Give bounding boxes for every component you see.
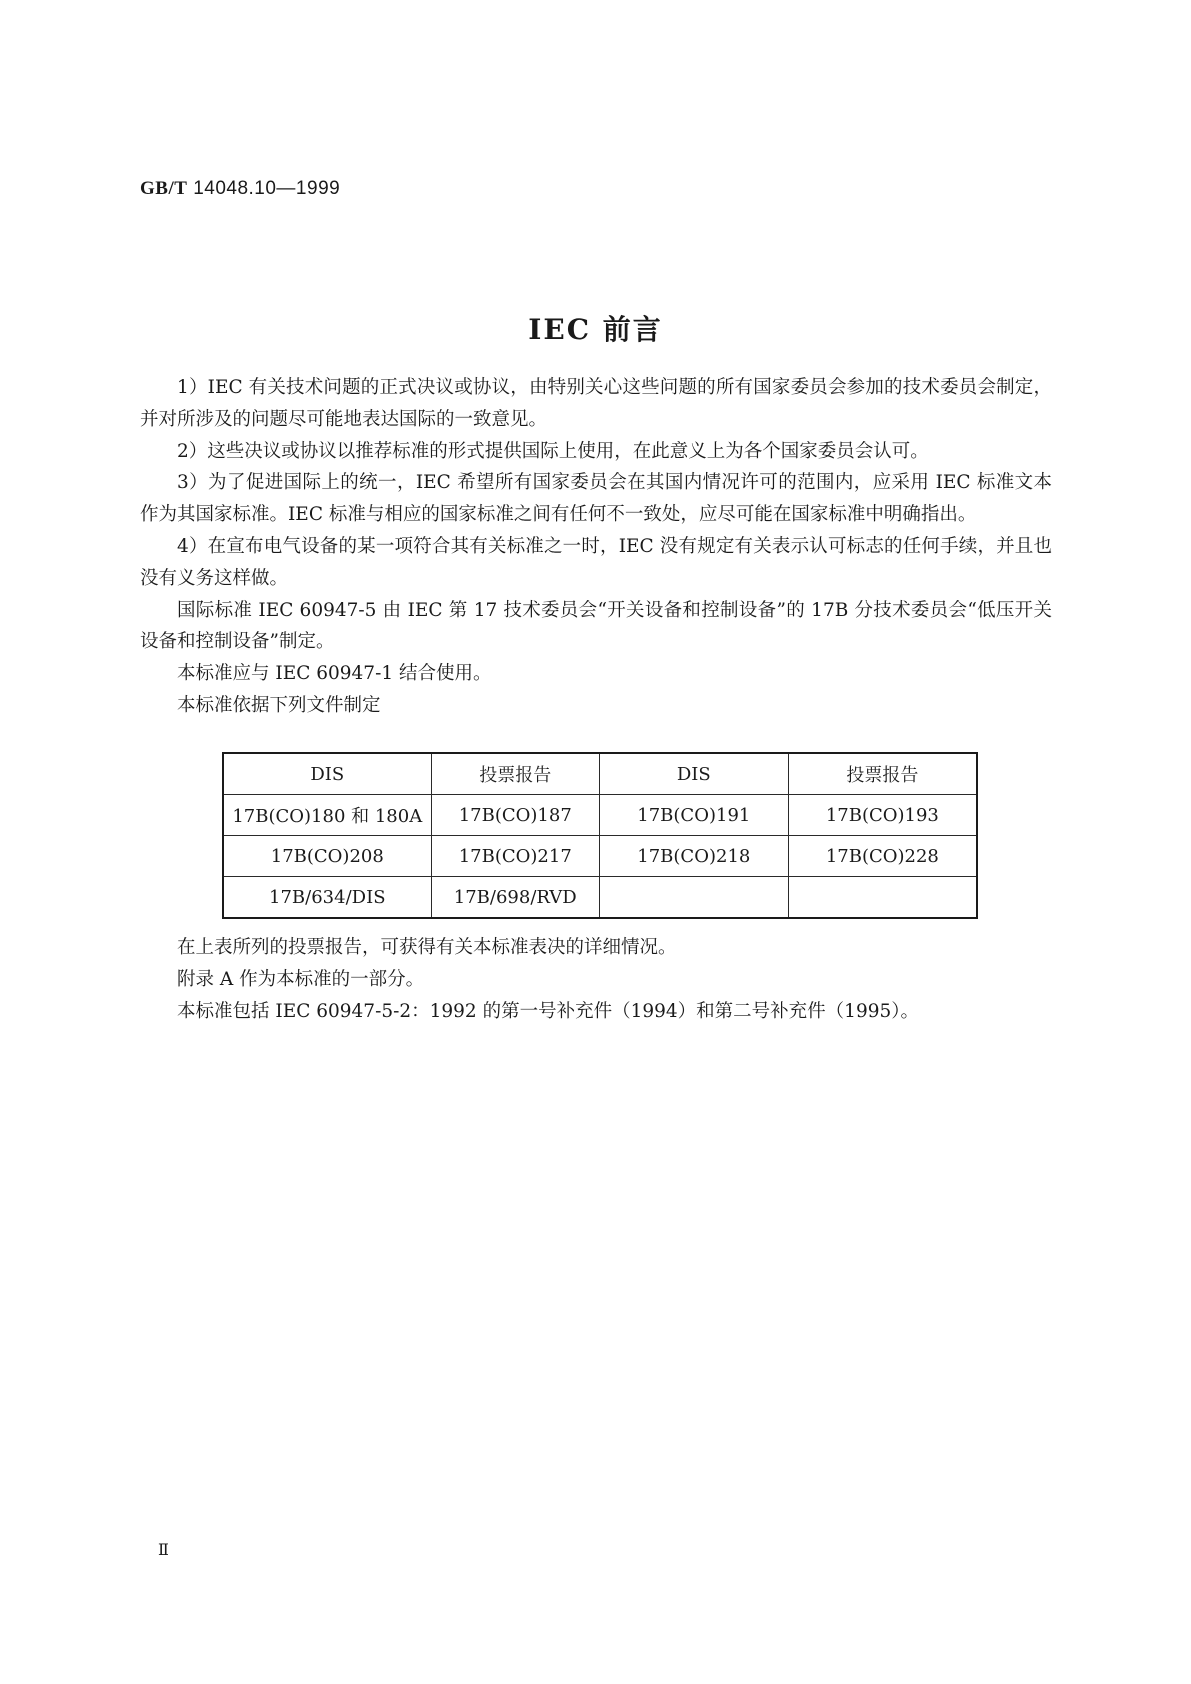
paragraph-6: 本标准应与 IEC 60947-1 结合使用。 xyxy=(177,663,492,685)
voting-documents-table xyxy=(222,752,978,919)
page-title: IEC 前言 xyxy=(528,313,663,346)
document-code-number: 14048.10—1999 xyxy=(193,178,341,199)
table-header-cell: DIS xyxy=(223,753,431,795)
note-paragraph-2: 附录 A 作为本标准的一部分。 xyxy=(177,969,425,990)
document-code-prefix: GB/T xyxy=(140,178,188,199)
foreword-body xyxy=(140,372,1052,722)
note-paragraph-3: 本标准包括 IEC 60947-5-2：1992 的第一号补充件（1994）和第二号补充件（1995）。 xyxy=(177,1001,919,1022)
table-cell: 17B(CO)193 xyxy=(788,795,977,836)
table-cell xyxy=(788,877,977,919)
table-cell: 17B(CO)191 xyxy=(599,795,788,836)
table-row xyxy=(223,795,977,836)
table-row xyxy=(223,836,977,877)
paragraph-3: 3）为了促进国际上的统一，IEC 希望所有国家委员会在其国内情况许可的范围内，应采用 IEC 标准文本作为其国家标准。IEC 标准与相应的国家标准之间有任何不一致处，应尽可能在国家标准中明确指出。 xyxy=(140,472,1052,526)
table-cell: 17B/634/DIS xyxy=(223,877,431,919)
table-header-cell: 投票报告 xyxy=(788,753,977,795)
note-paragraph-1: 在上表所列的投票报告，可获得有关本标准表决的详细情况。 xyxy=(177,937,677,958)
paragraph-4: 4）在宣布电气设备的某一项符合其有关标准之一时，IEC 没有规定有关表示认可标志的任何手续，并且也没有义务这样做。 xyxy=(140,535,1052,589)
foreword-notes xyxy=(140,932,1052,1028)
table-header-row xyxy=(223,753,977,795)
table-cell: 17B(CO)218 xyxy=(599,836,788,877)
table-header-cell: DIS xyxy=(599,753,788,795)
table-cell: 17B(CO)208 xyxy=(223,836,431,877)
paragraph-1: 1）IEC 有关技术问题的正式决议或协议，由特别关心这些问题的所有国家委员会参加的技术委员会制定，并对所涉及的问题尽可能地表达国际的一致意见。 xyxy=(140,377,1052,430)
document-code xyxy=(140,178,340,200)
table-header-cell: 投票报告 xyxy=(431,753,599,795)
paragraph-2: 2）这些决议或协议以推荐标准的形式提供国际上使用，在此意义上为各个国家委员会认可。 xyxy=(177,440,929,462)
table-cell: 17B(CO)228 xyxy=(788,836,977,877)
table-cell: 17B/698/RVD xyxy=(431,877,599,919)
table-cell: 17B(CO)187 xyxy=(431,795,599,836)
paragraph-7: 本标准依据下列文件制定 xyxy=(177,694,381,716)
table-cell xyxy=(599,877,788,919)
page-number: Ⅱ xyxy=(158,1540,169,1559)
table-cell: 17B(CO)217 xyxy=(431,836,599,877)
table-cell: 17B(CO)180 和 180A xyxy=(223,795,431,836)
table-row xyxy=(223,877,977,919)
paragraph-5: 国际标准 IEC 60947-5 由 IEC 第 17 技术委员会“开关设备和控制设备”的 17B 分技术委员会“低压开关设备和控制设备”制定。 xyxy=(140,599,1052,653)
